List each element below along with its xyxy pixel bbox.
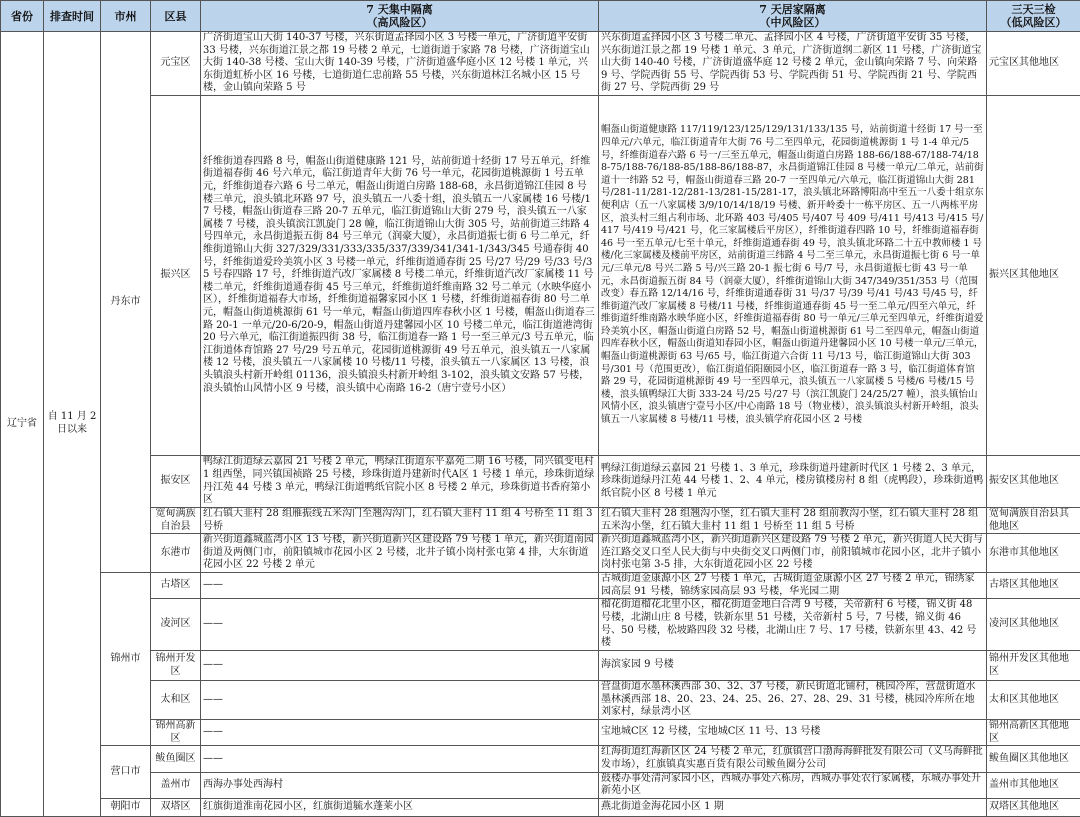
high-risk-cell: —— (201, 572, 599, 598)
district-cell: 振安区 (151, 456, 201, 508)
table-header-row (1, 1, 1080, 32)
high-risk-cell: —— (201, 720, 599, 746)
mid-risk-cell: 兴东街道孟择园小区 3 号楼二单元、孟择园小区 4 号楼，广济街道平安街 35 号楼，兴东街道江景之都 19 号楼 1 单元、3 单元，广济街道纲二新区 11 号楼，广济街道宝山大街 140-40 号楼，广济街道盛华庭 12 号楼 2 单元，金山镇向荣路 7 号、向荣路 9 号、学院西街 55 号、学院西街 53 号、学院西街 51 号、学院西街 21 号、学院西街 27 号、学院西街 29 号 (599, 32, 987, 96)
table-row (1, 456, 1080, 508)
header-date: 排查时间 (44, 1, 101, 32)
high-risk-cell: —— (201, 599, 599, 651)
mid-risk-cell: 帽盔山街道健康路 117/119/123/125/129/131/133/135 号，站前街道十经街 17 号一至四单元/六单元，临江街道青年大街 76 号二至四单元，花园街道桃源街 1 号 1-4 单元/5 号，纤维街道春六路 6 号一/三至五单元，帽盔山街道白房路 188-66/188-67/188-74/188-75/188-76/188-85/188-86/188-87，永昌街道锦江佳园 8 号楼一单元/二单元，站前街道十一纬路 52 号，帽盔山街道春三路 20-7 一至四单元/六单元，临江街道锦山大街 281 号/281-11/281-12/281-13/281-15/281-17，浪头镇北环路博阳高中至五一八委十组京东便利店（五一八家属楼 3/9/10/14/18/19 号楼、新开岭委十一栋平房区、五一八两栋平房区，浪头村三组占利市场、北环路 403 号/405 号/407 号 409 号/411 号/413 号/415 号/417 号/419 号/421 号，化三家属楼后平房区），纤维街道春四路 10 号，纤维街道福春街 46 号一至五单元/七至十单元，纤维街道通春街 49 号，浪头镇北环路二十五中教师楼 1 号楼/化三家属楼及楼前平房区，站前街道三纬路 4 号二至三单元，永昌街道振七街 6 号一单元/三单元/8 号兴二路 5 号/兴三路 20-1 振七街 6 号/7 号，永昌街道振七街 43 号一单元，永昌街道振五街 84 号（润豪大厦），纤维街道锦山大街 347/349/351/353 号（范围改变）春五路 12/14/16 号，纤维街道通春街 31 号/37 号/39 号/41 号/43 号/45 号，纤维街道汽改厂家属楼 8 号楼/11 号楼，纤维街道通春街 45 号一至二单元/四至六单元，纤维街道纤维南路水映华庭小区，纤维街道福春街 80 号一单元/三单元至四单元，纤维街道爱玲美筑小区，帽盔山街道白房路 52 号，帽盔山街道桃源街 61 号二至四单元，帽盔山街道四库春秋小区，帽盔山街道知春园小区，帽盔山街道丹建馨园小区 10 号楼一单元/三单元，帽盔山街道桃源街 63 号/65 号，临江街道六合街 11 号/13 号，临江街道锦山大街 303 号/301 号（范围更改），临江街道佰阳颐园小区，临江街道春一路 3 号，临江街道体育馆路 29 号，花园街道桃源街 49 号一至四单元，浪头镇五一八家属楼 5 号楼/6 号楼/15 号楼，浪头镇鸭绿江大街 333-24 号/25 号/27 号（滨江凯旋门 24/25/27 幢），浪头镇怡山风情小区，浪头镇唐宁壹号小区/中心南路 18 号（物业楼），浪头镇浪头村新开岭组，浪头镇五一八家属楼 8 号楼/11 号楼，浪头镇学府花园小区 2 号楼 (599, 96, 987, 456)
date-cell: 自 11 月 2 日以来 (44, 32, 101, 817)
table-row (1, 599, 1080, 651)
table-row (1, 720, 1080, 746)
district-cell: 东港市 (151, 534, 201, 573)
table-row (1, 508, 1080, 534)
header-city: 市州 (101, 1, 151, 32)
district-cell: 盖州市 (151, 772, 201, 798)
high-risk-cell: 红旗街道淮南花园小区，红旗街道毓水蓬莱小区 (201, 798, 599, 816)
mid-risk-cell: 古城街道金康源小区 27 号楼 1 单元，古城街道金康源小区 27 号楼 2 单元，锦绣家园高层 91 号楼，锦绣家园高层 93 号楼，华光园二期 (599, 572, 987, 598)
city-cell-jinzhou: 锦州市 (101, 572, 151, 745)
low-risk-cell: 古塔区其他地区 (987, 572, 1080, 598)
low-risk-cell: 振安区其他地区 (987, 456, 1080, 508)
low-risk-cell: 鲅鱼圈区其他地区 (987, 746, 1080, 772)
district-cell: 凌河区 (151, 599, 201, 651)
province-cell: 辽宁省 (1, 32, 44, 817)
header-province: 省份 (1, 1, 44, 32)
header-low-risk: 三天三检 （低风险区） (987, 1, 1080, 32)
header-district: 区县 (151, 1, 201, 32)
district-cell: 古塔区 (151, 572, 201, 598)
district-cell: 宽甸满族自治县 (151, 508, 201, 534)
mid-risk-cell: 营盘街道水墨林溪西部 30、32、37 号楼，新民街道北铺村，桃园冷库，营盘街道水墨林溪西部 18、20、23、24、25、26、27、28、29、31 号楼，桃园冷库所在地刘家村，绿景湾小区 (599, 681, 987, 720)
district-cell: 太和区 (151, 681, 201, 720)
high-risk-cell: 新兴街道鑫城蓝湾小区 13 号楼，新兴街道新兴区建设路 79 号楼 1 单元，新兴街道南园街道及两侧门市，前阳镇城市花园小区 2 号楼，北井子镇小岗村张屯第 4 排，大东街道花园小区 22 号楼 2 单元 (201, 534, 599, 573)
district-cell: 双塔区 (151, 798, 201, 816)
low-risk-cell: 双塔区其他地区 (987, 798, 1080, 816)
low-risk-cell: 宽甸满族自治县其他地区 (987, 508, 1080, 534)
high-risk-cell: 鸭绿江街道绿云嘉园 21 号楼 2 单元，鸭绿江街道东平嘉苑二期 16 号楼，同兴镇变电村 1 组西堡，同兴镇国祯路 25 号楼，珍珠街道丹建新时代A区 1 号楼 1 单元，珍珠街道绿丹江苑 44 号楼 3 单元，鸭绿江街道鸭纸官院小区 8 号楼 2 单元，珍珠街道书香府第小区 (201, 456, 599, 508)
district-cell: 鲅鱼圈区 (151, 746, 201, 772)
mid-risk-cell: 鸭绿江街道绿云嘉园 21 号楼 1、3 单元，珍珠街道丹建新时代区 1 号楼 2、3 单元，珍珠街道绿丹江苑 44 号楼 1、2、4 单元，楼房镇楼房村 8 组（虎鸭段），珍珠街道鸭纸官院小区 8 号楼 1 单元 (599, 456, 987, 508)
city-cell-chaoyang: 朝阳市 (101, 798, 151, 816)
high-risk-cell: 纤维街道春四路 8 号，帽盔山街道健康路 121 号，站前街道十经街 17 号五单元，纤维街道福春街 46 号六单元，临江街道青年大街 76 号一单元，花园街道桃源街 1 号五单元，纤维街道春六路 6 号二单元，帽盔山街道白房路 188-68，永昌街道锦江佳园 8 号楼三单元，浪头镇北环路 97 号，浪头镇五一八委十组，浪头镇五一八家属楼 16 号楼/17 号楼，帽盔山街道春三路 20-7 五单元，临江街道锦山大街 279 号，浪头镇五一八家属楼 7 号楼，浪头镇滨江凯旋门 28 幢，临江街道锦山大街 305 号，站前街道三纬路 4 号四单元，永昌街道振五街 84 号三单元（润豪大厦），永昌街道振七街 6 号二单元，纤维街道锦山大街 327/329/331/333/335/337/339/341/341-1/343/345 号通春街 40 号，纤维街道爱玲美筑小区 3 号楼一单元，纤维街道通春街 25 号/27 号/29 号/33 号/35 号春四路 17 号，纤维街道汽改厂家属楼 8 号楼二单元，纤维街道汽改厂家属楼 11 号楼二单元，纤维街道通春街 45 号三单元，纤维街道纤维南路 32 号二单元（水映华庭小区），纤维街道福春大市场，纤维街道福馨家园小区 1 号楼，纤维街道福春街 80 号二单元，帽盔山街道桃源街 61 号一单元，帽盔山街道四库春秋小区 1 号楼，帽盔山街道春三路 20-1 一单元/20-6/20-9，帽盔山街道丹建馨园小区 10 号楼二单元，临江街道港湾街 20 号六单元，临江街道振四街 38 号，临江街道春一路 1 号一至三单元/3 号五单元，临江街道体育馆路 27 号/29 号五单元，花园街道桃源街 49 号五单元，浪头镇五一八家属楼 12 号楼，浪头镇五一八家属楼 10 号楼/11 号楼，浪头镇五一八家属区 13 号楼，浪头镇浪头村新开岭组 01136，浪头镇浪头村新开岭组 3-102，浪头镇文安路 57 号楼，浪头镇怡山风情小区 9 号楼，浪头镇中心南路 16-2（唐宁壹号小区） (201, 96, 599, 456)
low-risk-cell: 凌河区其他地区 (987, 599, 1080, 651)
low-risk-cell: 元宝区其他地区 (987, 32, 1080, 96)
table-row (1, 572, 1080, 598)
table-row (1, 746, 1080, 772)
district-cell: 锦州开发区 (151, 651, 201, 681)
high-risk-cell: 红石镇大韭村 28 组雁振线五米沟门至翘沟沟门，红石镇大韭村 11 组 4 号桥至 11 组 3 号桥 (201, 508, 599, 534)
district-cell: 振兴区 (151, 96, 201, 456)
city-cell-dandong: 丹东市 (101, 32, 151, 573)
district-cell: 锦州高新区 (151, 720, 201, 746)
mid-risk-cell: 燕北街道金海花园小区 1 期 (599, 798, 987, 816)
high-risk-cell: —— (201, 681, 599, 720)
city-cell-yingkou: 营口市 (101, 746, 151, 798)
table-row (1, 32, 1080, 96)
table-row (1, 772, 1080, 798)
table-row (1, 96, 1080, 456)
table-row (1, 681, 1080, 720)
mid-risk-cell: 海滨家园 9 号楼 (599, 651, 987, 681)
table-row (1, 651, 1080, 681)
district-cell: 元宝区 (151, 32, 201, 96)
low-risk-cell: 振兴区其他地区 (987, 96, 1080, 456)
high-risk-cell: 广济街道宝山大街 140-37 号楼，兴东街道孟择园小区 3 号楼一单元，广济街道平安街 33 号楼，兴东街道江景之都 19 号楼 2 单元，七道街道于家路 78 号楼，广济街道宝山大街 140-38 号楼、宝山大街 140-39 号楼，广济街道盛华庭小区 12 号楼 1 单元，兴东街道虹桥小区 16 号楼，七道街道仁忠前路 55 号楼，兴东街道林江名城小区 15 号楼，金山镇向荣路 5 号 (201, 32, 599, 96)
table-row (1, 798, 1080, 816)
high-risk-cell: —— (201, 746, 599, 772)
low-risk-cell: 东港市其他地区 (987, 534, 1080, 573)
mid-risk-cell: 宝地城C区 12 号楼，宝地城C区 11 号、13 号楼 (599, 720, 987, 746)
low-risk-cell: 锦州高新区其他地区 (987, 720, 1080, 746)
high-risk-cell: 西海办事处西海村 (201, 772, 599, 798)
low-risk-cell: 太和区其他地区 (987, 681, 1080, 720)
mid-risk-cell: 新兴街道鑫城蓝湾小区，新兴街道新兴区建设路 79 号楼 2 单元，新兴街道人民大街与连江路交叉口至人民大街与中央街交叉口两侧门市，前阳镇城市花园小区，北井子镇小岗村张屯第 3-5 排，大东街道花园小区 22 号楼 (599, 534, 987, 573)
mid-risk-cell: 榴花街道榴花北里小区，榴花街道金地白合湾 9 号楼，关帝新村 6 号楼，锦义街 48 号楼，北湖山庄 8 号楼，铁新东里 51 号楼，关帝新村 5 号，7 号楼，锦义街 46 号、50 号楼，松坡路四段 32 号楼，北湖山庄 7 号、17 号楼，铁新东里 43、42 号楼 (599, 599, 987, 651)
mid-risk-cell: 红海街道红海新区区 24 号楼 2 单元，红旗镇营口渤海海鲜批发有限公司（义乌海鲜批发市场），红旗镇真实惠百货有限公司鲅鱼圈分公司 (599, 746, 987, 772)
header-mid-risk: 7 天居家隔离 （中风险区） (599, 1, 987, 32)
header-high-risk: 7 天集中隔离 （高风险区） (201, 1, 599, 32)
table-row (1, 534, 1080, 573)
mid-risk-cell: 鼓楼办事处清河家园小区，西城办事处六栋房，西城办事处农行家属楼，东城办事处升新苑小区 (599, 772, 987, 798)
high-risk-cell: —— (201, 651, 599, 681)
low-risk-cell: 锦州开发区其他地区 (987, 651, 1080, 681)
low-risk-cell: 盖州市其他地区 (987, 772, 1080, 798)
mid-risk-cell: 红石镇大韭村 28 组翘沟小堡，红石镇大韭村 28 组前教沟小堡，红石镇大韭村 28 组五米沟小堡，红石镇大韭村 11 组 1 号桥至 11 组 5 号桥 (599, 508, 987, 534)
